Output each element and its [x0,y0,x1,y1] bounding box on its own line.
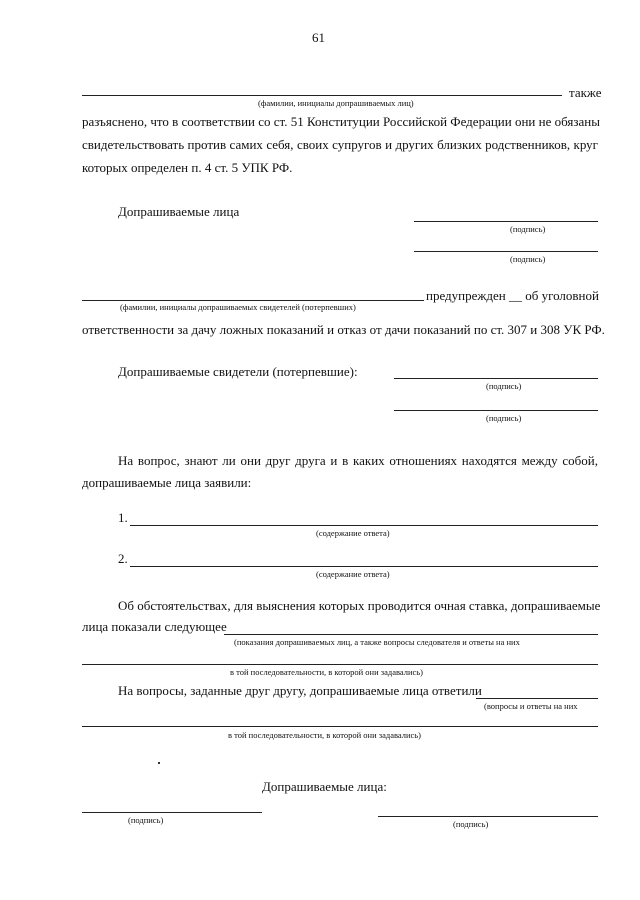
signature-caption-left: (подпись) [128,815,164,825]
explained-line-1: разъяснено, что в соответствии со ст. 51 Конституции Российской Федерации они не обязаны [82,114,600,129]
explained-line-3: которых определен п. 4 ст. 5 УПК РФ. [82,160,293,175]
signature-caption: (подпись) [486,413,522,423]
signature-line [414,221,598,222]
warned-text: предупрежден __ об уголовной [426,288,599,303]
answer-number-2: 2. [118,551,128,566]
signature-line [394,410,598,411]
witness-names-caption: (фамилии, инициалы допрашиваемых свидетелей (потерпевших) [120,302,356,312]
testimony-caption-1: (показания допрашиваемых лиц, а также вопросы следователя и ответы на них [234,637,520,647]
answer-number-1: 1. [118,510,128,525]
question-line-2: допрашиваемые лица заявили: [82,475,252,490]
answer-fill-line [130,525,598,526]
circumstances-line-2: лица показали следующее [82,619,227,634]
mutual-answers-fill-line [476,698,598,699]
signature-line [394,378,598,379]
interrogated-label: Допрашиваемые лица [118,204,240,219]
names-caption: (фамилии, инициалы допрашиваемых лиц) [258,98,414,108]
witness-names-fill-line [82,300,424,301]
mutual-questions-line: На вопросы, заданные друг другу, допрашиваемые лица ответили [118,683,482,698]
signature-line-right [378,816,598,817]
mutual-answers-fill-line [82,726,598,727]
also-text: также [569,85,602,100]
final-signatures-label: Допрашиваемые лица: [262,779,387,794]
page-number: 61 [312,30,325,45]
liability-line: ответственности за дачу ложных показаний и отказ от дачи показаний по ст. 307 и 308 УК РФ. [82,322,605,337]
mutual-answers-caption-1: (вопросы и ответы на них [484,701,578,711]
signature-caption: (подпись) [486,381,522,391]
answer-caption: (содержание ответа) [316,528,390,538]
witnesses-label: Допрашиваемые свидетели (потерпевшие): [118,364,358,379]
signature-caption: (подпись) [510,254,546,264]
explained-line-2: свидетельствовать против самих себя, своих супругов и других близких родственников, круг [82,137,598,152]
question-line-1: На вопрос, знают ли они друг друга и в каких отношениях находятся между собой, [118,453,598,468]
signature-caption: (подпись) [510,224,546,234]
signature-line [414,251,598,252]
ink-dot [158,762,160,764]
testimony-fill-line [82,664,598,665]
answer-caption: (содержание ответа) [316,569,390,579]
mutual-answers-caption-2: в той последовательности, в которой они задавались) [228,730,422,740]
signature-line-left [82,812,262,813]
testimony-fill-line [224,634,598,635]
circumstances-line-1: Об обстоятельствах, для выяснения которых проводится очная ставка, допрашиваемые [118,598,601,613]
signature-caption-right: (подпись) [453,819,489,829]
testimony-caption-2: в той последовательности, в которой они задавались) [230,667,424,677]
names-fill-line [82,95,562,96]
answer-fill-line [130,566,598,567]
